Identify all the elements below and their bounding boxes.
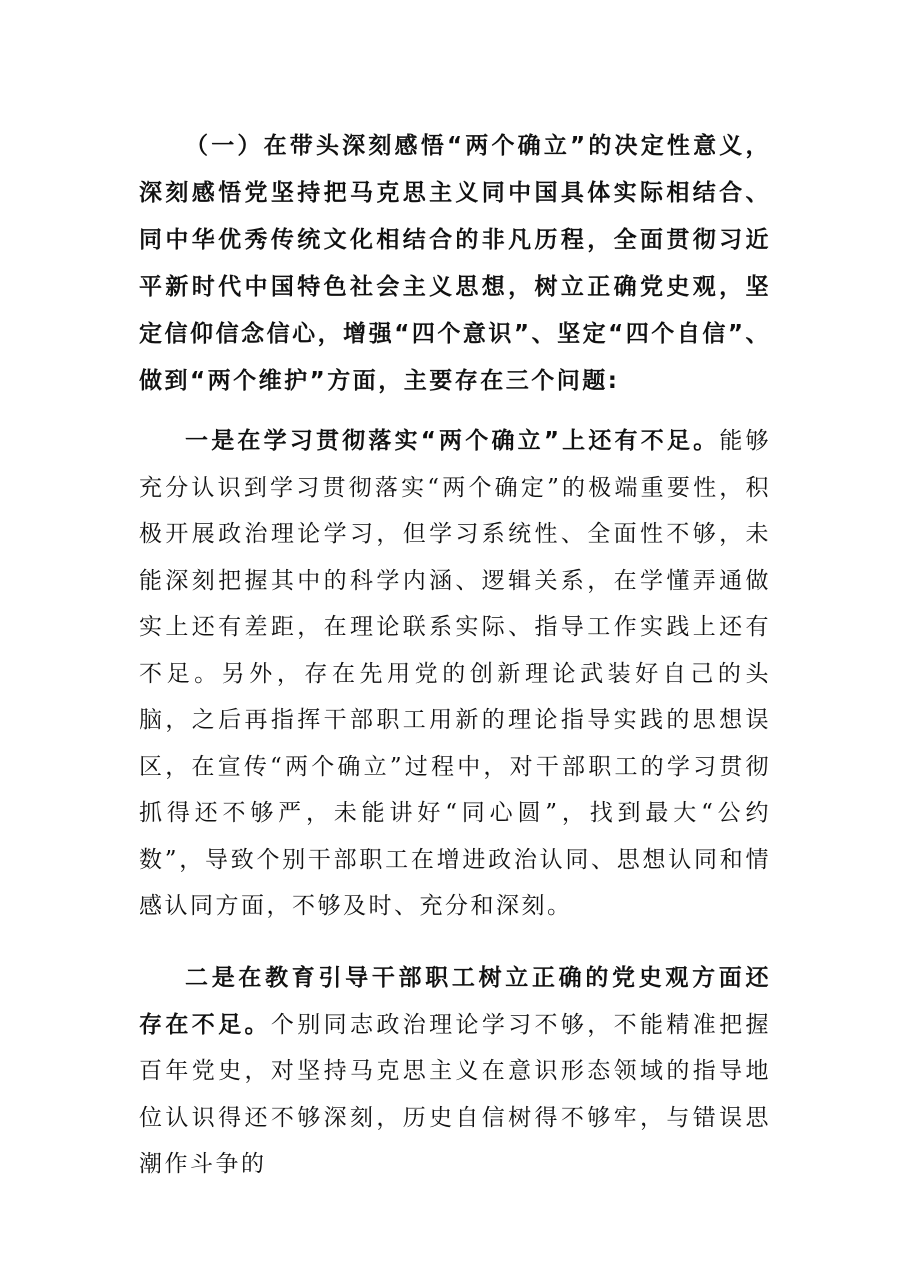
paragraph-2-body: 个别同志政治理论学习不够，不能精准把握百年党史，对坚持马克思主义在意识形态领域的指导地位认识得还不够深刻，历史自信树得不够牢，与错误思潮作斗争的 <box>139 1011 772 1177</box>
paragraph-2-lead: 二是在教育引导干部职工树立正确的党史观方面还存在不足。 <box>139 965 771 1038</box>
section-heading: （一）在带头深刻感悟“两个确立”的决定性意义，深刻感悟党坚持把马克思主义同中国具体实际相结合、同中华优秀传统文化相结合的非凡历程，全面贯彻习近平新时代中国特色社会主义思想，树立正确党史观，坚定信仰信念信心，增强“四个意识”、坚定“四个自信”、做到“两个维护”方面，主要存在三个问题: <box>139 133 771 394</box>
paragraph-1-lead: 一是在学习贯彻落实“两个确立”上还有不足。 <box>185 428 720 454</box>
paragraph-1-body: 能够充分认识到学习贯彻落实“两个确定”的极端重要性，积极开展政治理论学习，但学习系统性、全面性不够，未能深刻把握其中的科学内涵、逻辑关系，在学懂弄通做实上还有差距，在理论联系实际、指导工作实践上还有不足。另外，存在先用党的创新理论武装好自己的头脑，之后再指挥干部职工用新的理论指导实践的思想误区，在宣传“两个确立”过程中，对干部职工的学习贯彻抓得还不够严，未能讲好“同心圆”，找到最大“公约数”，导致个别干部职工在增进政治认同、思想认同和情感认同方面，不够及时、充分和深刻。 <box>139 428 772 919</box>
paragraph-1 <box>139 418 771 930</box>
paragraph-2 <box>139 955 771 1188</box>
